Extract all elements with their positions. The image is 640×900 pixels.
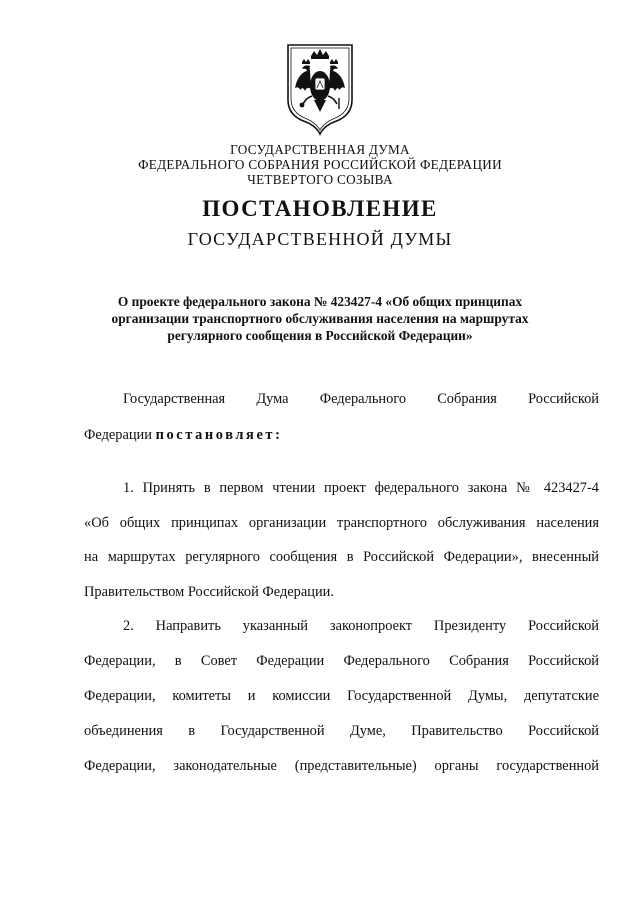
item-2-line: Федерации, комитеты и комиссии Государственной Думы, депутатские	[84, 688, 599, 704]
item-1-line: «Об общих принципах организации транспортного обслуживания населения	[84, 515, 599, 531]
convocation-line: ЧЕТВЕРТОГО СОЗЫВА	[247, 172, 393, 187]
item-2-line: 2. Направить указанный законопроект Президенту Российской	[123, 618, 599, 634]
item-2-line: Федерации, законодательные (представительные) органы государственной	[84, 758, 599, 774]
document-subject	[70, 293, 570, 344]
item-1-line: на маршрутах регулярного сообщения в Российской Федерации», внесенный	[84, 549, 599, 565]
intro-decree-line	[84, 426, 599, 444]
document-issuer-title: ГОСУДАРСТВЕННОЙ ДУМЫ	[187, 229, 453, 249]
assembly-line: ФЕДЕРАЛЬНОГО СОБРАНИЯ РОССИЙСКОЙ ФЕДЕРАЦИИ	[138, 157, 502, 172]
decree-verb: постановляет:	[155, 427, 283, 443]
item-1-line: Правительством Российской Федерации.	[84, 584, 334, 600]
intro-prefix: Федерации	[84, 427, 156, 443]
subject-line: О проекте федерального закона № 423427-4 «Об общих принципах	[117, 294, 523, 309]
item-1-line: 1. Принять в первом чтении проект федерального закона № 423427-4	[123, 480, 599, 496]
issuer-line: ГОСУДАРСТВЕННАЯ ДУМА	[230, 142, 410, 157]
item-2-line: Федерации, в Совет Федерации Федерального Собрания Российской	[84, 653, 599, 669]
subject-line: регулярного сообщения в Российской Федерации»	[167, 328, 473, 343]
item-2-line: объединения в Государственной Думе, Правительство Российской	[84, 723, 599, 739]
intro-paragraph-line: Государственная Дума Федерального Собрания Российской	[123, 391, 599, 407]
russian-coat-of-arms-icon	[284, 42, 356, 136]
document-type-title: ПОСТАНОВЛЕНИЕ	[202, 196, 438, 221]
subject-line: организации транспортного обслуживания населения на маршрутах	[111, 311, 529, 326]
